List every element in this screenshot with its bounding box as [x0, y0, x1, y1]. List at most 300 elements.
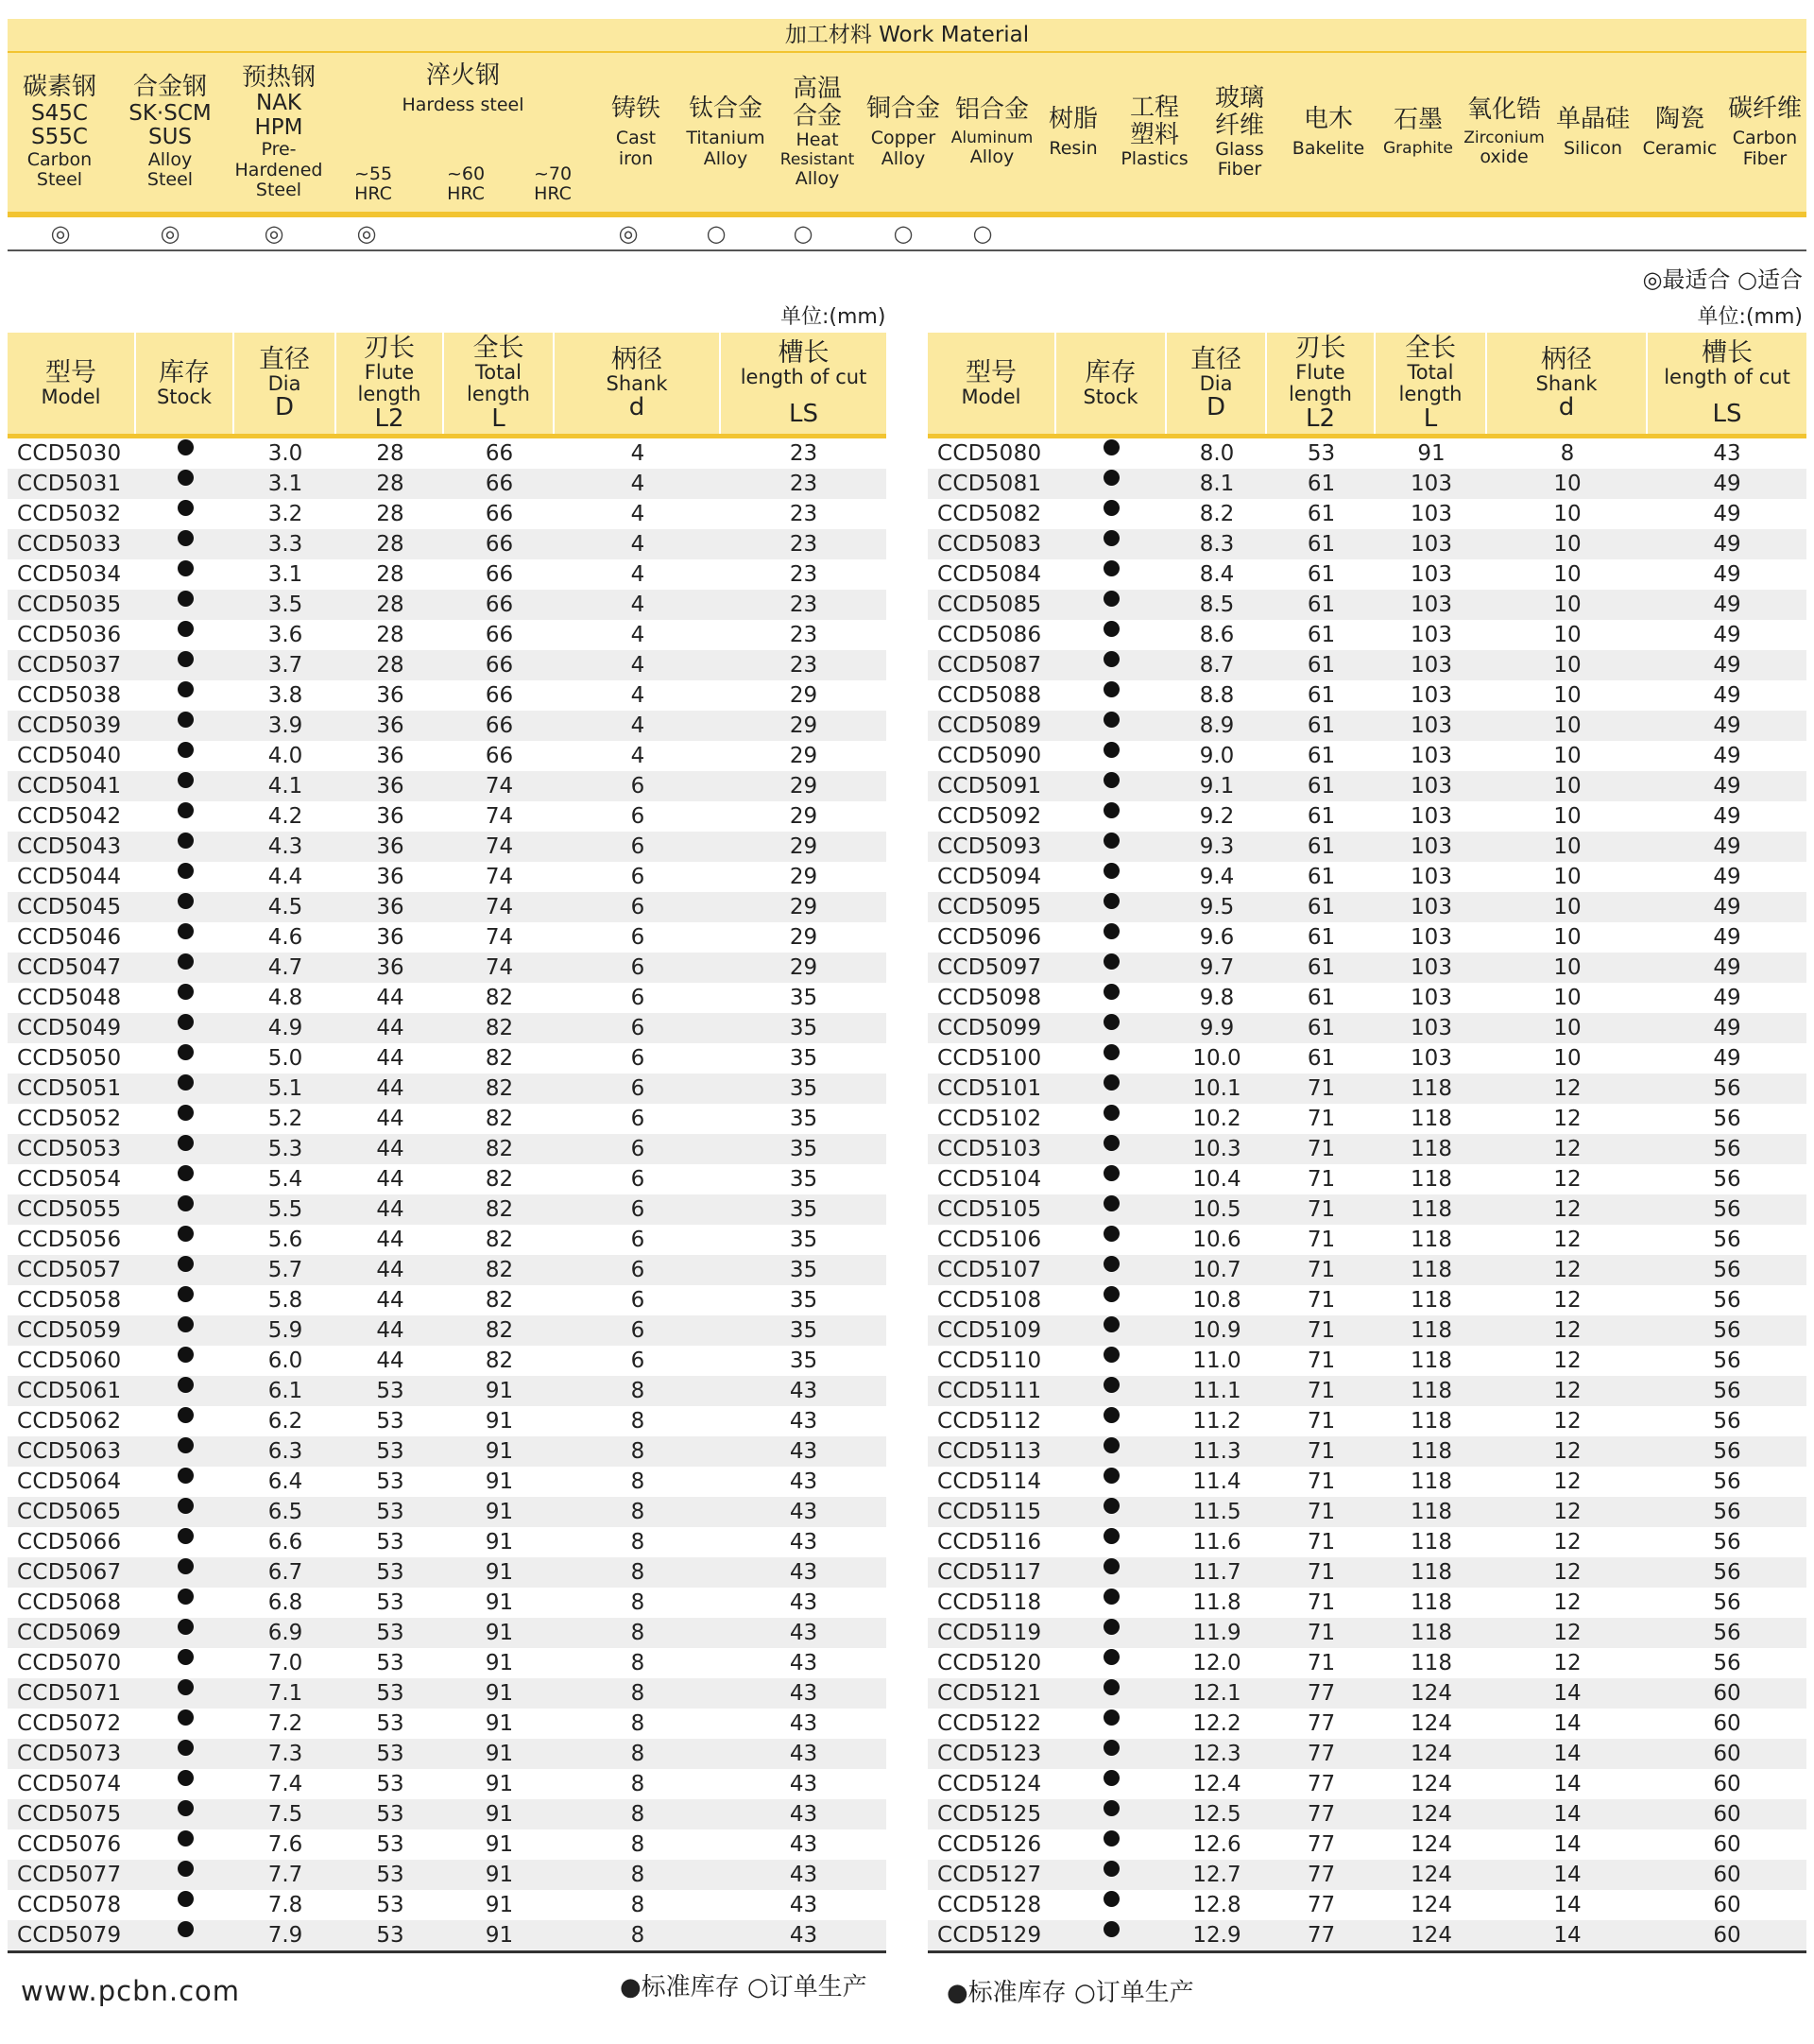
stock-cell [136, 1923, 234, 1948]
stock-cell [1056, 865, 1167, 889]
table-row [8, 1527, 886, 1557]
dia-cell: 7.9 [267, 1923, 303, 1948]
flute-length-cell: 71 [1307, 1590, 1336, 1615]
table-row [928, 1709, 1806, 1739]
stock-dot-icon [1104, 1770, 1120, 1786]
shank-cell: 12 [1553, 1651, 1582, 1675]
flute-length-cell: 53 [376, 1832, 404, 1857]
shank-cell: 4 [630, 713, 645, 738]
stock-cell [136, 1076, 234, 1101]
model-cell: CCD5059 [17, 1318, 122, 1343]
flute-length-cell: 28 [376, 441, 404, 466]
model-cell: CCD5073 [17, 1742, 122, 1766]
dia-cell: 5.1 [267, 1076, 303, 1101]
header-total-length [444, 333, 555, 434]
dia-cell: 5.4 [267, 1167, 303, 1192]
stock-dot-icon [1104, 1014, 1120, 1030]
stock-cell [1056, 713, 1167, 738]
flute-length-cell: 44 [376, 1016, 404, 1040]
flute-length-cell: 36 [376, 713, 404, 738]
model-cell: CCD5101 [937, 1076, 1042, 1101]
stock-cell [1056, 1500, 1167, 1524]
header-symbol: LS [789, 400, 818, 429]
flute-length-cell: 44 [376, 1076, 404, 1101]
total-length-cell: 118 [1411, 1258, 1452, 1282]
material-hrc-55 [331, 157, 416, 212]
dia-cell: 4.1 [267, 774, 303, 799]
shank-cell: 6 [630, 955, 645, 980]
total-length-cell: 66 [485, 683, 514, 708]
flute-length-cell: 28 [376, 653, 404, 678]
shank-cell: 4 [630, 502, 645, 526]
total-length-cell: 103 [1411, 623, 1452, 647]
stock-cell [136, 1832, 234, 1857]
stock-cell [1056, 1379, 1167, 1403]
model-cell: CCD5068 [17, 1590, 122, 1615]
total-length-cell: 74 [485, 834, 514, 859]
material-alloy-steel [113, 53, 227, 212]
length-of-cut-cell: 49 [1713, 713, 1741, 738]
dia-cell: 4.6 [267, 925, 303, 950]
dia-cell: 9.3 [1199, 834, 1235, 859]
flute-length-cell: 61 [1307, 986, 1336, 1010]
shank-cell: 6 [630, 895, 645, 919]
total-length-cell: 118 [1411, 1500, 1452, 1524]
stock-dot-icon [1104, 1740, 1120, 1756]
shank-cell: 4 [630, 623, 645, 647]
total-length-cell: 82 [485, 1258, 514, 1282]
model-cell: CCD5090 [937, 744, 1042, 768]
stock-cell [1056, 623, 1167, 647]
material-label: S45C [31, 100, 88, 126]
shank-cell: 6 [630, 1076, 645, 1101]
material-label: Alloy [969, 146, 1015, 168]
table-row [928, 1164, 1806, 1194]
shank-cell: 8 [630, 1742, 645, 1766]
length-of-cut-cell: 56 [1713, 1258, 1741, 1282]
dia-cell: 5.9 [267, 1318, 303, 1343]
flute-length-cell: 71 [1307, 1621, 1336, 1645]
stock-dot-icon [1104, 530, 1120, 546]
stock-dot-icon [178, 712, 194, 728]
flute-length-cell: 44 [376, 1046, 404, 1071]
model-cell: CCD5031 [17, 472, 122, 496]
table-row [928, 1769, 1806, 1799]
stock-cell [136, 1348, 234, 1373]
shank-cell: 4 [630, 683, 645, 708]
dia-cell: 10.9 [1192, 1318, 1241, 1343]
shank-cell: 8 [630, 1832, 645, 1857]
dia-cell: 6.2 [267, 1409, 303, 1434]
dia-cell: 12.8 [1192, 1893, 1241, 1917]
model-cell: CCD5056 [17, 1228, 122, 1252]
stock-dot-icon [178, 560, 194, 576]
stock-cell [1056, 1923, 1167, 1948]
material-pre-hardened-steel [227, 53, 331, 212]
header-symbol: d [628, 393, 645, 422]
material-label: HPM [254, 114, 303, 140]
table-row [8, 1043, 886, 1074]
model-cell: CCD5084 [937, 562, 1042, 587]
dia-cell: 8.6 [1199, 623, 1235, 647]
model-cell: CCD5098 [937, 986, 1042, 1010]
table-row [8, 862, 886, 892]
table-row [928, 922, 1806, 953]
table-row [8, 499, 886, 529]
dia-cell: 9.6 [1199, 925, 1235, 950]
total-length-cell: 66 [485, 472, 514, 496]
flute-length-cell: 36 [376, 895, 404, 919]
shank-cell: 14 [1553, 1893, 1582, 1917]
table-row [928, 832, 1806, 862]
material-carbon-fiber [1723, 53, 1806, 212]
shank-cell: 10 [1553, 713, 1582, 738]
flute-length-cell: 77 [1307, 1711, 1336, 1736]
model-cell: CCD5092 [937, 804, 1042, 829]
total-length-cell: 74 [485, 865, 514, 889]
shank-cell: 10 [1553, 562, 1582, 587]
model-cell: CCD5094 [937, 865, 1042, 889]
flute-length-cell: 28 [376, 532, 404, 557]
length-of-cut-cell: 43 [789, 1409, 818, 1434]
stock-dot-icon [1104, 742, 1120, 758]
total-length-cell: 124 [1411, 1863, 1452, 1887]
shank-cell: 10 [1553, 955, 1582, 980]
stock-cell [136, 1439, 234, 1464]
stock-dot-icon [178, 1377, 194, 1393]
table-row [8, 1709, 886, 1739]
stock-dot-icon [178, 470, 194, 486]
material-label: Carbon [26, 149, 93, 171]
dia-cell: 8.3 [1199, 532, 1235, 557]
flute-length-cell: 44 [376, 986, 404, 1010]
flute-length-cell: 53 [376, 1560, 404, 1585]
model-cell: CCD5064 [17, 1469, 122, 1494]
flute-length-cell: 61 [1307, 653, 1336, 678]
shank-cell: 6 [630, 774, 645, 799]
length-of-cut-cell: 56 [1713, 1107, 1741, 1131]
total-length-cell: 91 [485, 1621, 514, 1645]
material-label: Steel [146, 169, 194, 191]
stock-dot-icon [178, 863, 194, 879]
dia-cell: 4.5 [267, 895, 303, 919]
dia-cell: 7.6 [267, 1832, 303, 1857]
model-cell: CCD5039 [17, 713, 122, 738]
dia-cell: 6.7 [267, 1560, 303, 1585]
shank-cell: 12 [1553, 1318, 1582, 1343]
table-row [928, 1013, 1806, 1043]
length-of-cut-cell: 35 [789, 1137, 818, 1161]
header-en: length [357, 383, 421, 406]
material-label: 预热钢 [241, 62, 316, 92]
flute-length-cell: 71 [1307, 1076, 1336, 1101]
total-length-cell: 82 [485, 1137, 514, 1161]
model-cell: CCD5085 [937, 593, 1042, 617]
material-label: Cast [615, 128, 657, 149]
table-row [928, 1618, 1806, 1648]
model-cell: CCD5034 [17, 562, 122, 587]
material-resin [1037, 53, 1109, 212]
stock-dot-icon [1104, 984, 1120, 1000]
model-cell: CCD5074 [17, 1772, 122, 1796]
table-bottom-rule [8, 1950, 886, 1953]
stock-dot-icon [1104, 1921, 1120, 1937]
total-length-cell: 91 [485, 1893, 514, 1917]
shank-cell: 12 [1553, 1379, 1582, 1403]
stock-dot-icon [178, 984, 194, 1000]
model-cell: CCD5126 [937, 1832, 1042, 1857]
table-row [8, 741, 886, 771]
material-label: Alloy [147, 149, 193, 171]
shank-cell: 6 [630, 834, 645, 859]
dia-cell: 3.0 [267, 441, 303, 466]
flute-length-cell: 71 [1307, 1560, 1336, 1585]
flute-length-cell: 61 [1307, 683, 1336, 708]
table-row [8, 650, 886, 680]
dia-cell: 5.8 [267, 1288, 303, 1313]
stock-cell [136, 804, 234, 829]
stock-dot-icon [1104, 1437, 1120, 1453]
stock-cell [1056, 1137, 1167, 1161]
model-cell: CCD5096 [937, 925, 1042, 950]
stock-cell [1056, 593, 1167, 617]
total-length-cell: 103 [1411, 1046, 1452, 1071]
stock-dot-icon [1104, 1256, 1120, 1272]
table-row [8, 529, 886, 559]
length-of-cut-cell: 56 [1713, 1590, 1741, 1615]
unit-label-right: 单位:(mm) [1697, 305, 1803, 329]
shank-cell: 14 [1553, 1742, 1582, 1766]
shank-cell: 12 [1553, 1167, 1582, 1192]
material-heat-resistant-alloy [775, 53, 860, 212]
total-length-cell: 103 [1411, 895, 1452, 919]
length-of-cut-cell: 43 [789, 1893, 818, 1917]
length-of-cut-cell: 29 [789, 804, 818, 829]
material-label: S55C [31, 125, 88, 150]
stock-dot-icon [178, 1649, 194, 1665]
shank-cell: 12 [1553, 1500, 1582, 1524]
model-cell: CCD5124 [937, 1772, 1042, 1796]
dia-cell: 12.3 [1192, 1742, 1241, 1766]
dia-cell: 3.1 [267, 562, 303, 587]
total-length-cell: 118 [1411, 1621, 1452, 1645]
model-cell: CCD5077 [17, 1863, 122, 1887]
stock-dot-icon [178, 742, 194, 758]
stock-cell [136, 1651, 234, 1675]
suitability-row [8, 217, 1806, 251]
flute-length-cell: 71 [1307, 1348, 1336, 1373]
table-row [8, 1890, 886, 1920]
table-row [8, 1285, 886, 1315]
header-total-length [1376, 333, 1487, 434]
material-label: Titanium [686, 128, 765, 149]
suitability-legend: ◎最适合 ○适合 [1642, 266, 1803, 293]
table-row [8, 469, 886, 499]
length-of-cut-cell: 23 [789, 653, 818, 678]
flute-length-cell: 71 [1307, 1167, 1336, 1192]
table-row [928, 1315, 1806, 1346]
dia-cell: 7.4 [267, 1772, 303, 1796]
dia-cell: 9.2 [1199, 804, 1235, 829]
flute-length-cell: 71 [1307, 1137, 1336, 1161]
material-label: Heat [796, 129, 839, 151]
total-length-cell: 74 [485, 895, 514, 919]
table-row [8, 620, 886, 650]
material-label: ~70 [533, 163, 573, 184]
table-row [8, 922, 886, 953]
shank-cell: 14 [1553, 1772, 1582, 1796]
model-cell: CCD5127 [937, 1863, 1042, 1887]
total-length-cell: 118 [1411, 1288, 1452, 1313]
model-cell: CCD5052 [17, 1107, 122, 1131]
material-ceramic [1636, 53, 1723, 212]
length-of-cut-cell: 49 [1713, 925, 1741, 950]
dia-cell: 3.6 [267, 623, 303, 647]
total-length-cell: 124 [1411, 1742, 1452, 1766]
shank-cell: 10 [1553, 744, 1582, 768]
total-length-cell: 91 [485, 1832, 514, 1857]
table-row [928, 1255, 1806, 1285]
stock-dot-icon [1104, 1861, 1120, 1877]
suitability-symbol: ○ [793, 220, 813, 247]
length-of-cut-cell: 56 [1713, 1530, 1741, 1554]
stock-cell [1056, 532, 1167, 557]
stock-dot-icon [1104, 1679, 1120, 1695]
material-label: Resin [1049, 137, 1098, 159]
stock-cell [136, 1560, 234, 1585]
stock-dot-icon [178, 1468, 194, 1484]
table-row [8, 1074, 886, 1104]
model-cell: CCD5060 [17, 1348, 122, 1373]
stock-dot-icon [1104, 1619, 1120, 1635]
model-cell: CCD5119 [937, 1621, 1042, 1645]
shank-cell: 14 [1553, 1832, 1582, 1857]
model-cell: CCD5051 [17, 1076, 122, 1101]
table-row [8, 1799, 886, 1829]
header-en: Model [961, 385, 1021, 408]
table-row [928, 1043, 1806, 1074]
total-length-cell: 118 [1411, 1379, 1452, 1403]
material-copper-alloy [860, 53, 947, 212]
header-en: Total [1407, 361, 1454, 385]
model-cell: CCD5030 [17, 441, 122, 466]
flute-length-cell: 53 [376, 1409, 404, 1434]
dia-cell: 4.3 [267, 834, 303, 859]
total-length-cell: 103 [1411, 865, 1452, 889]
dia-cell: 12.5 [1192, 1802, 1241, 1827]
shank-cell: 8 [630, 1711, 645, 1736]
flute-length-cell: 53 [376, 1439, 404, 1464]
stock-dot-icon [178, 1891, 194, 1907]
dia-cell: 9.9 [1199, 1016, 1235, 1040]
shank-cell: 8 [630, 1863, 645, 1887]
model-cell: CCD5041 [17, 774, 122, 799]
shank-cell: 6 [630, 1197, 645, 1222]
flute-length-cell: 61 [1307, 623, 1336, 647]
dia-cell: 5.7 [267, 1258, 303, 1282]
stock-cell [136, 441, 234, 466]
shank-cell: 4 [630, 441, 645, 466]
stock-dot-icon [1104, 1165, 1120, 1181]
stock-cell [1056, 1711, 1167, 1736]
dia-cell: 10.6 [1192, 1228, 1241, 1252]
stock-cell [136, 1409, 234, 1434]
header-symbol: D [1206, 393, 1226, 422]
total-length-cell: 82 [485, 1228, 514, 1252]
stock-cell [1056, 925, 1167, 950]
stock-dot-icon [1104, 1347, 1120, 1363]
table-row [928, 438, 1806, 469]
model-cell: CCD5080 [937, 441, 1042, 466]
stock-cell [136, 986, 234, 1010]
table-row [8, 1860, 886, 1890]
length-of-cut-cell: 60 [1713, 1802, 1741, 1827]
shank-cell: 8 [630, 1409, 645, 1434]
stock-dot-icon [1104, 1074, 1120, 1091]
stock-dot-icon [1104, 1226, 1120, 1242]
stock-dot-icon [178, 802, 194, 818]
model-cell: CCD5054 [17, 1167, 122, 1192]
stock-dot-icon [1104, 1377, 1120, 1393]
model-cell: CCD5072 [17, 1711, 122, 1736]
dia-cell: 10.8 [1192, 1288, 1241, 1313]
model-cell: CCD5121 [937, 1681, 1042, 1706]
header-shank [555, 333, 721, 434]
length-of-cut-cell: 29 [789, 895, 818, 919]
header-en: Stock [1083, 385, 1138, 408]
header-symbol: LS [1712, 400, 1742, 429]
table-row [928, 983, 1806, 1013]
model-cell: CCD5070 [17, 1651, 122, 1675]
model-cell: CCD5040 [17, 744, 122, 768]
length-of-cut-cell: 56 [1713, 1621, 1741, 1645]
table-row [8, 680, 886, 711]
header-en: length [1398, 383, 1463, 406]
header-en: Flute [1295, 361, 1345, 385]
flute-length-cell: 53 [376, 1651, 404, 1675]
length-of-cut-cell: 56 [1713, 1379, 1741, 1403]
dia-cell: 3.8 [267, 683, 303, 708]
table-row [8, 1164, 886, 1194]
header-en: Shank [1535, 371, 1598, 395]
length-of-cut-cell: 60 [1713, 1893, 1741, 1917]
length-of-cut-cell: 35 [789, 1258, 818, 1282]
total-length-cell: 91 [485, 1742, 514, 1766]
table-row [928, 650, 1806, 680]
stock-dot-icon [1104, 1830, 1120, 1846]
stock-dot-icon [178, 1589, 194, 1605]
length-of-cut-cell: 29 [789, 713, 818, 738]
table-row [928, 1860, 1806, 1890]
header-en: length [1289, 383, 1352, 406]
stock-cell [136, 1863, 234, 1887]
shank-cell: 8 [630, 1590, 645, 1615]
total-length-cell: 118 [1411, 1530, 1452, 1554]
stock-dot-icon [178, 651, 194, 667]
flute-length-cell: 61 [1307, 562, 1336, 587]
dia-cell: 8.8 [1199, 683, 1235, 708]
total-length-cell: 82 [485, 1197, 514, 1222]
flute-length-cell: 61 [1307, 895, 1336, 919]
shank-cell: 6 [630, 1137, 645, 1161]
total-length-cell: 82 [485, 1318, 514, 1343]
header-cn: 直径 [1190, 344, 1241, 374]
dia-cell: 7.3 [267, 1742, 303, 1766]
stock-dot-icon [1104, 1286, 1120, 1302]
stock-dot-icon [178, 923, 194, 939]
material-label: Steel [36, 169, 83, 191]
stock-cell [136, 1137, 234, 1161]
